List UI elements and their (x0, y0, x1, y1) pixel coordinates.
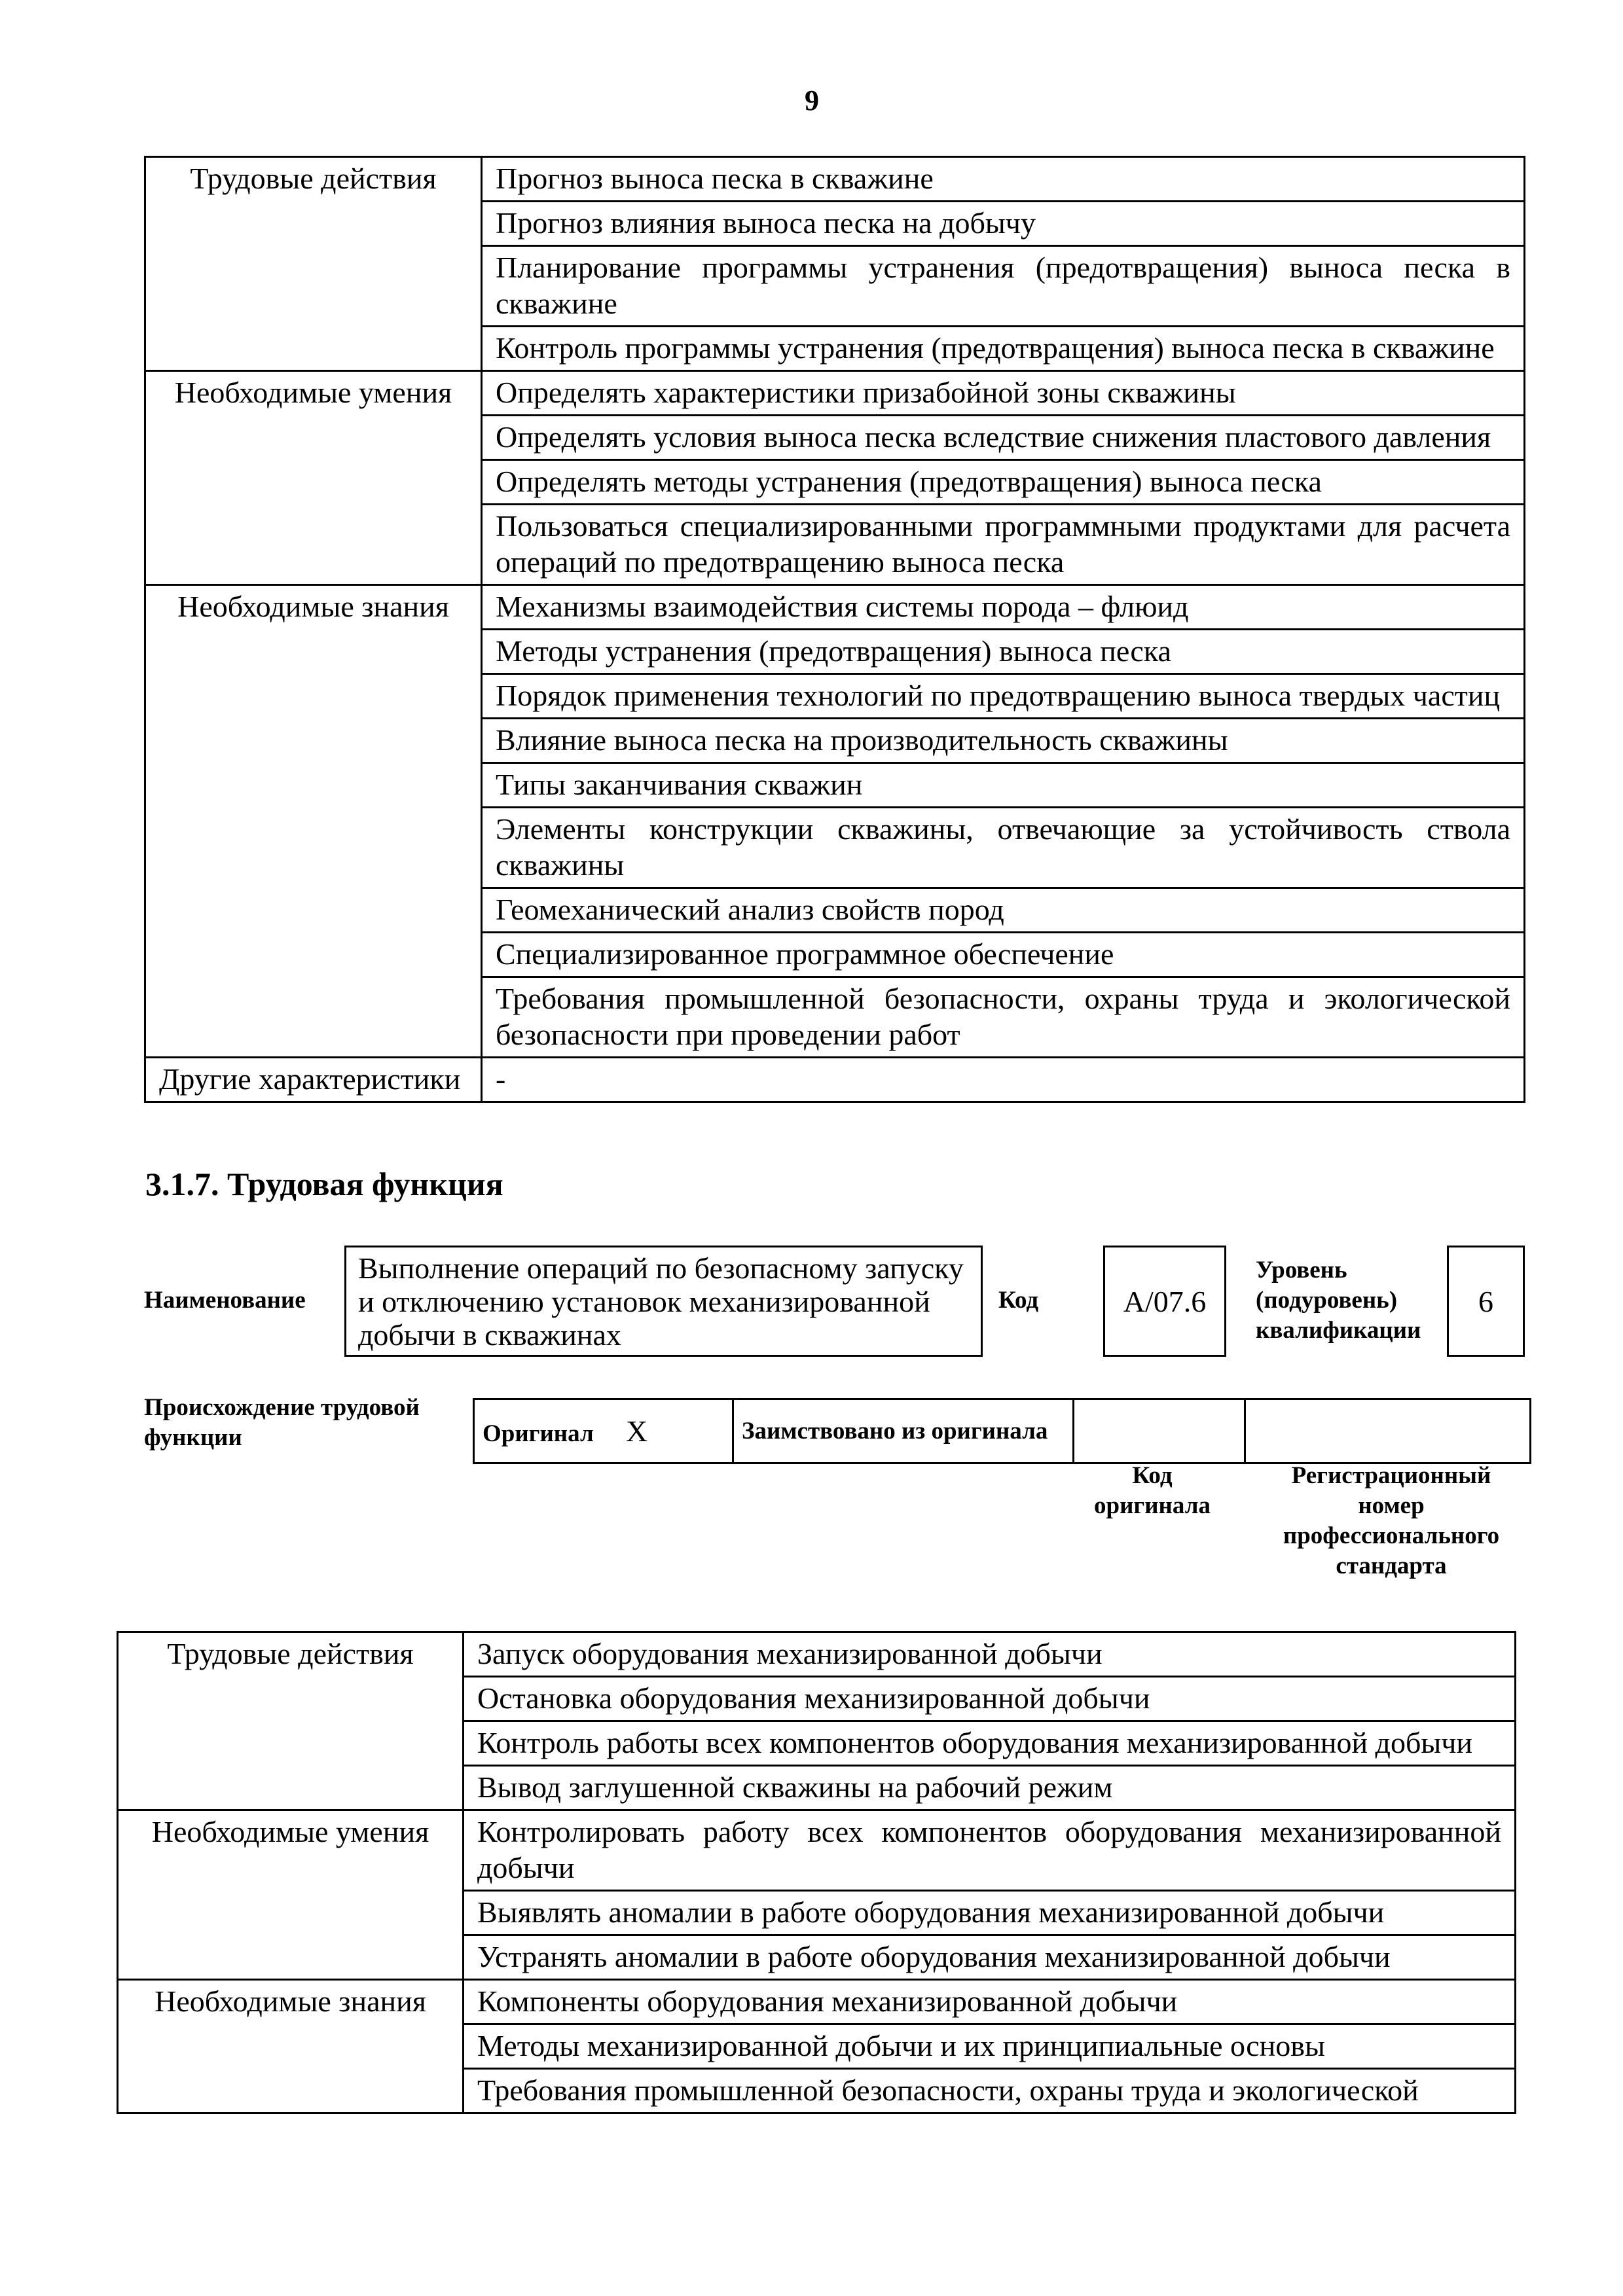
original-code-caption: Код оригинала (1094, 1462, 1211, 1519)
row-item: Прогноз выноса песка в скважине (482, 157, 1525, 202)
row-item: Прогноз влияния выноса песка на добычу (482, 202, 1525, 246)
code-label: Код (998, 1287, 1039, 1314)
row-item: Механизмы взаимодействия системы порода – флюид (482, 585, 1525, 630)
row-item: Контролировать работу всех компонентов оборудования механизированной добычи (464, 1810, 1516, 1891)
reg-number-cell (1245, 1399, 1531, 1463)
row-group-label: Трудовые действия (145, 157, 482, 371)
reg-number-caption: Регистрационный номер профессионального стандарта (1283, 1462, 1500, 1579)
origin-label (144, 1393, 452, 1453)
original-code-cell (1074, 1399, 1245, 1463)
labor-function-table-2 (117, 1631, 1516, 2114)
row-item: Пользоваться специализированными программными продуктами для расчета операций по предотвращению выноса песка (482, 505, 1525, 585)
row-item: Контроль работы всех компонентов оборудования механизированной добычи (464, 1721, 1516, 1766)
table-row (118, 1632, 1516, 1677)
row-item: Определять характеристики призабойной зоны скважины (482, 371, 1525, 416)
qualification-level-label (1256, 1255, 1426, 1346)
table-row (118, 1810, 1516, 1891)
row-group-label: Необходимые умения (118, 1810, 464, 1980)
row-item: Контроль программы устранения (предотвращения) выноса песка в скважине (482, 327, 1525, 371)
row-item: Элементы конструкции скважины, отвечающие за устойчивость ствола скважины (482, 808, 1525, 888)
row-item: Методы механизированной добычи и их принципиальные основы (464, 2024, 1516, 2069)
function-code-box: А/07.6 (1103, 1246, 1226, 1357)
row-item: Методы устранения (предотвращения) выноса песка (482, 630, 1525, 674)
row-item: Выявлять аномалии в работе оборудования механизированной добычи (464, 1891, 1516, 1935)
row-item: Специализированное программное обеспечение (482, 933, 1525, 977)
labor-function-table-1 (144, 156, 1525, 1103)
row-item: Определять условия выноса песка вследствие снижения пластового давления (482, 416, 1525, 460)
section-heading: 3.1.7. Трудовая функция (145, 1166, 503, 1202)
row-item: Вывод заглушенной скважины на рабочий режим (464, 1766, 1516, 1810)
row-item: Устранять аномалии в работе оборудования механизированной добычи (464, 1935, 1516, 1980)
row-item: Остановка оборудования механизированной добычи (464, 1677, 1516, 1721)
row-item: Требования промышленной безопасности, охраны труда и экологической безопасности при проведении работ (482, 977, 1525, 1058)
row-item: Определять методы устранения (предотвращения) выноса песка (482, 460, 1525, 505)
table-row (145, 371, 1525, 416)
table-row (145, 585, 1525, 630)
row-item: Требования промышленной безопасности, охраны труда и экологической (464, 2069, 1516, 2113)
row-group-label: Необходимые знания (145, 585, 482, 1058)
row-item: Порядок применения технологий по предотвращению выноса твердых частиц (482, 674, 1525, 719)
row-group-label: Трудовые действия (118, 1632, 464, 1810)
row-item: Влияние выноса песка на производительность скважины (482, 719, 1525, 763)
row-item: Запуск оборудования механизированной добычи (464, 1632, 1516, 1677)
table-row (145, 157, 1525, 202)
original-mark: X (625, 1414, 648, 1448)
level-label-text: Уровень (подуровень) квалификации (1256, 1257, 1421, 1344)
qualification-level-box: 6 (1447, 1246, 1525, 1357)
row-group-label: Необходимые умения (145, 371, 482, 585)
borrowed-label: Заимствовано из оригинала (733, 1399, 1074, 1463)
row-item: Планирование программы устранения (предотвращения) выноса песка в скважине (482, 246, 1525, 327)
original-label: Оригинал (483, 1420, 594, 1447)
origin-table (473, 1398, 1531, 1464)
origin-label-text: Происхождение трудовой функции (144, 1394, 420, 1451)
row-item: Компоненты оборудования механизированной добычи (464, 1980, 1516, 2024)
page-number: 9 (805, 84, 819, 117)
function-name-box: Выполнение операций по безопасному запуску и отключению установок механизированной добычи в скважинах (344, 1246, 983, 1357)
row-group-label: Другие характеристики (145, 1058, 482, 1102)
row-item: Типы заканчивания скважин (482, 763, 1525, 808)
row-group-label: Необходимые знания (118, 1980, 464, 2113)
row-item: Геомеханический анализ свойств пород (482, 888, 1525, 933)
table-row (118, 1980, 1516, 2024)
row-item: - (482, 1058, 1525, 1102)
name-label: Наименование (144, 1287, 306, 1314)
table-row (145, 1058, 1525, 1102)
original-cell (474, 1399, 733, 1463)
